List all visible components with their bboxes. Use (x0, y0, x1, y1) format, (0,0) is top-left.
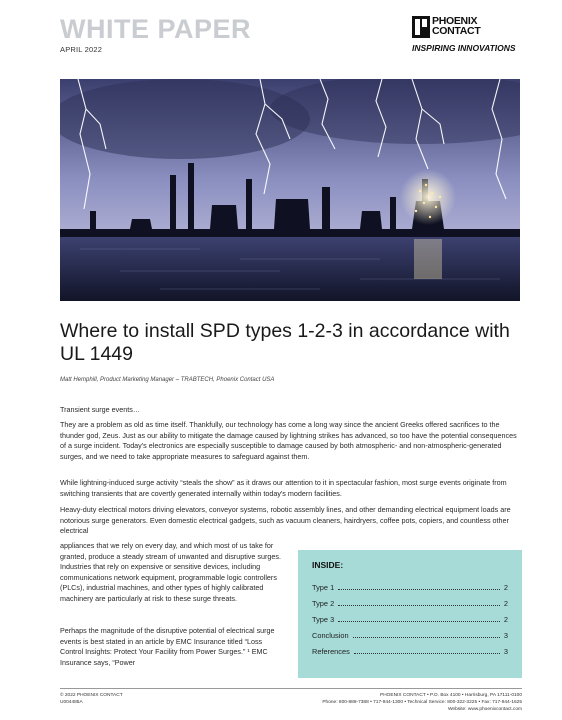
toc-label: Type 2 (312, 599, 335, 608)
paragraph-1: They are a problem as old as time itself. Thankfully, our technology has come a long way since the ancient Greeks offered sacrifices to the thunder god, Zeus. Just as our ability to mitigate the damage caused by lightning strikes has advanced, so too have the potential consequences of a surge incident. Today's electronics are especially susceptible to damage caused by both atmospheric- and non-atmospheric-generated surges, and we need to take appropriate measures to safeguard against them. (60, 420, 517, 461)
toc-page: 3 (503, 631, 508, 640)
toc-page: 2 (503, 615, 508, 624)
paragraph-4: Perhaps the magnitude of the disruptive potential of electrical surge events is best stated in an article by EMC Insurance titled “Loss Control Insights: Protect Your Facility from Power Surges.” ¹ EMC Insurance says, “Power (60, 626, 275, 667)
toc-item[interactable] (312, 640, 508, 656)
header-title: WHITE PAPER (60, 14, 252, 44)
toc-leader (338, 589, 500, 590)
header-date: APRIL 2022 (60, 45, 103, 54)
paragraph-3-continued: appliances that we rely on every day, and which most of us take for granted, produce a steady stream of unwanted and disruptive surges. Industries that rely on expensive or sensitive devices, including communications network equipment, programmable logic controllers (PLCs), industrial machines, and other types of highly calibrated machinery are particularly at risk to these surge threats. (60, 541, 281, 603)
toc-label: Conclusion (312, 631, 349, 640)
paragraph-3: Heavy-duty electrical motors driving elevators, conveyor systems, robotic assembly lines, and other demanding electrical equipment loads are notorious surge generators. Even domestic electrical gadgets, such as vacuum cleaners, hairdryers, coffee pots, copiers, and countless other electrical (60, 505, 511, 536)
toc-page: 3 (503, 647, 508, 656)
footer-address: PHOENIX CONTACT • P.O. Box 4100 • Harrisburg, PA 17111-0100 (380, 693, 522, 698)
company-logo (412, 16, 524, 56)
footer-divider (60, 688, 522, 689)
toc-leader (353, 637, 500, 638)
footer-doc-id: U004485A (60, 700, 83, 705)
footer-left (60, 692, 123, 706)
footer-phones: Phone: 800-888-7388 • 717-944-1300 • Technical Service: 800-322-3225 • Fax: 717-944-1625 (322, 700, 522, 705)
logo-name (432, 16, 480, 36)
toc-item[interactable] (312, 608, 508, 624)
toc-label: References (312, 647, 350, 656)
toc-label: Type 1 (312, 583, 335, 592)
toc-leader (338, 605, 500, 606)
logo-name-line1: PHOENIX (432, 15, 478, 27)
inside-heading: INSIDE: (312, 560, 344, 570)
article-title: Where to install SPD types 1-2-3 in accordance with UL 1449 (60, 320, 510, 365)
toc-page: 2 (503, 583, 508, 592)
toc-leader (354, 653, 500, 654)
toc-page: 2 (503, 599, 508, 608)
logo-name-line2: CONTACT (432, 25, 481, 37)
toc-item[interactable] (312, 576, 508, 592)
inside-toc-box (298, 550, 522, 678)
paragraph-2: While lightning-induced surge activity “steals the show” as it draws our attention to it in spectacular fashion, most surge events originate from switching transients that are covertly generated internally within today's modern facilities. (60, 478, 507, 498)
footer-website[interactable]: Website: www.phoenixcontact.com (447, 707, 522, 712)
logo-tagline: INSPIRING INNOVATIONS (412, 43, 516, 53)
toc-item[interactable] (312, 624, 508, 640)
toc-leader (338, 621, 500, 622)
toc-label: Type 3 (312, 615, 335, 624)
phoenix-logo-icon (412, 16, 430, 38)
footer-copyright: © 2022 PHOENIX CONTACT (60, 693, 123, 698)
intro-paragraph: Transient surge events… (60, 405, 141, 414)
toc-item[interactable] (312, 592, 508, 608)
hero-image-lightning-refinery (60, 79, 520, 301)
article-byline: Matt Hemphill, Product Marketing Manager – TRABTECH, Phoenix Contact USA (60, 377, 275, 383)
footer-right (322, 692, 522, 713)
